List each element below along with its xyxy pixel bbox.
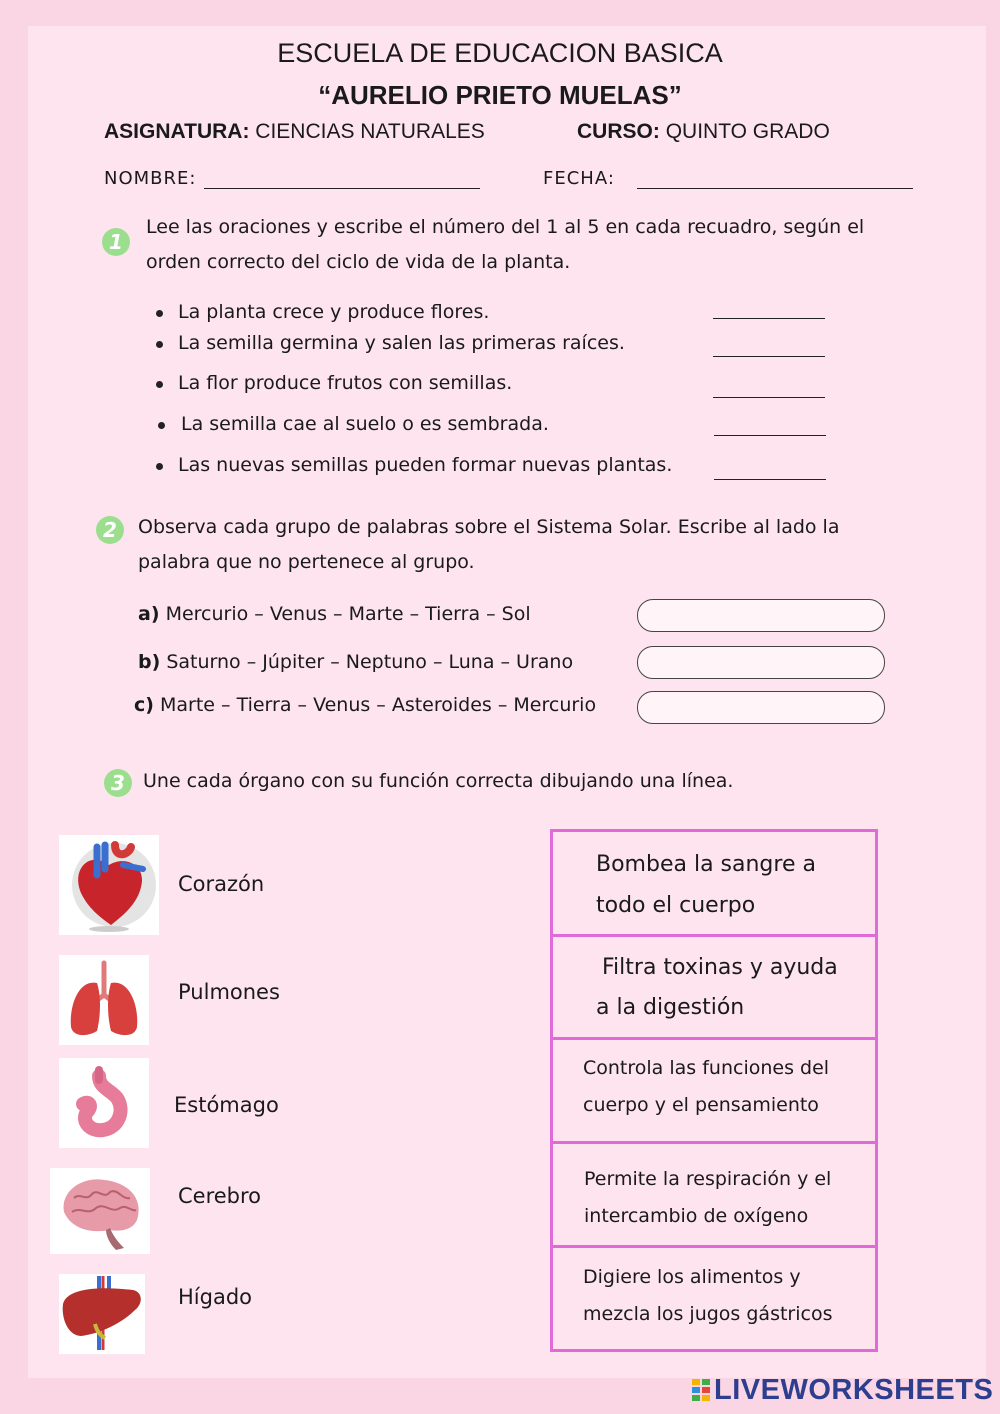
name-label: NOMBRE: xyxy=(104,168,197,189)
function-cell[interactable] xyxy=(553,937,875,1040)
q2-answer-input-b[interactable] xyxy=(637,646,885,679)
function-cell[interactable] xyxy=(553,1040,875,1144)
q2-answer-input-a[interactable] xyxy=(637,599,885,632)
function-text: cuerpo y el pensamiento xyxy=(583,1094,819,1116)
q2-group-letter: a) xyxy=(138,603,160,625)
liveworksheets-logo[interactable] xyxy=(692,1374,993,1407)
function-table xyxy=(550,829,878,1352)
bullet-icon xyxy=(156,463,163,470)
function-text: Digiere los alimentos y xyxy=(583,1266,801,1288)
function-text: Permite la respiración y el xyxy=(584,1168,832,1190)
liveworksheets-logo-text: LIVEWORKSHEETS xyxy=(714,1374,994,1406)
course-value: QUINTO GRADO xyxy=(665,120,830,143)
organ-label: Corazón xyxy=(178,872,265,896)
q2-group-words: Mercurio – Venus – Marte – Tierra – Sol xyxy=(165,603,531,625)
q1-answer-field-4[interactable] xyxy=(714,435,826,436)
function-cell[interactable] xyxy=(553,1144,875,1248)
course-row xyxy=(577,120,830,144)
question-1-number-icon: 1 xyxy=(102,228,130,256)
lungs-icon xyxy=(59,955,149,1045)
q2-group-b xyxy=(138,651,573,673)
q1-answer-field-2[interactable] xyxy=(713,356,825,357)
q2-group-c xyxy=(134,694,596,716)
q1-instruction-line1: Lee las oraciones y escribe el número del 1 al 5 en cada recuadro, según el xyxy=(146,216,865,238)
organ-label: Estómago xyxy=(174,1093,279,1117)
question-2-number-icon: 2 xyxy=(96,516,124,544)
q1-instruction-line2: orden correcto del ciclo de vida de la planta. xyxy=(146,251,571,273)
course-label: CURSO: xyxy=(577,120,660,143)
school-name: “AURELIO PRIETO MUELAS” xyxy=(318,80,682,110)
q1-item: La semilla cae al suelo o es sembrada. xyxy=(181,413,549,435)
function-text: intercambio de oxígeno xyxy=(584,1205,809,1227)
bullet-icon xyxy=(158,422,165,429)
q3-instruction: Une cada órgano con su función correcta dibujando una línea. xyxy=(143,770,734,792)
q2-group-letter: c) xyxy=(134,694,154,716)
stomach-icon xyxy=(59,1058,149,1148)
liveworksheets-logo-icon xyxy=(692,1376,710,1398)
q2-instruction-line1: Observa cada grupo de palabras sobre el Sistema Solar. Escribe al lado la xyxy=(138,516,840,538)
question-3-number-icon: 3 xyxy=(104,769,132,797)
q1-answer-field-1[interactable] xyxy=(713,318,825,319)
organ-label: Hígado xyxy=(178,1285,253,1309)
heart-icon xyxy=(59,835,159,935)
q2-answer-input-c[interactable] xyxy=(637,691,885,724)
q1-item: Las nuevas semillas pueden formar nuevas plantas. xyxy=(178,454,673,476)
function-cell[interactable] xyxy=(553,1248,875,1349)
q2-group-letter: b) xyxy=(138,651,161,673)
function-text: Bombea la sangre a xyxy=(596,852,816,877)
function-text: mezcla los jugos gástricos xyxy=(583,1303,833,1325)
function-text: Controla las funciones del xyxy=(583,1057,830,1079)
bullet-icon xyxy=(156,310,163,317)
q2-group-words: Marte – Tierra – Venus – Asteroides – Mercurio xyxy=(160,694,597,716)
q2-instruction-line2: palabra que no pertenece al grupo. xyxy=(138,551,475,573)
q2-group-words: Saturno – Júpiter – Neptuno – Luna – Urano xyxy=(166,651,574,673)
q1-answer-field-3[interactable] xyxy=(713,397,825,398)
q2-group-a xyxy=(138,603,531,625)
date-label: FECHA: xyxy=(543,168,615,189)
brain-icon xyxy=(50,1168,150,1254)
function-text: a la digestión xyxy=(596,995,745,1020)
name-field[interactable] xyxy=(204,188,480,189)
organ-label: Cerebro xyxy=(178,1184,262,1208)
liver-icon xyxy=(59,1274,145,1354)
q1-item: La semilla germina y salen las primeras raíces. xyxy=(178,332,625,354)
organ-label: Pulmones xyxy=(178,980,280,1004)
subject-label: ASIGNATURA: xyxy=(104,120,250,143)
q1-item: La flor produce frutos con semillas. xyxy=(178,372,513,394)
function-text: Filtra toxinas y ayuda xyxy=(602,955,838,980)
date-field[interactable] xyxy=(637,188,913,189)
subject-row xyxy=(104,120,485,144)
subject-value: CIENCIAS NATURALES xyxy=(255,120,485,143)
function-text: todo el cuerpo xyxy=(596,893,756,918)
function-cell[interactable] xyxy=(553,832,875,937)
bullet-icon xyxy=(156,381,163,388)
school-title: ESCUELA DE EDUCACION BASICA xyxy=(277,38,723,68)
q1-item: La planta crece y produce flores. xyxy=(178,301,490,323)
bullet-icon xyxy=(156,341,163,348)
q1-answer-field-5[interactable] xyxy=(714,479,826,480)
